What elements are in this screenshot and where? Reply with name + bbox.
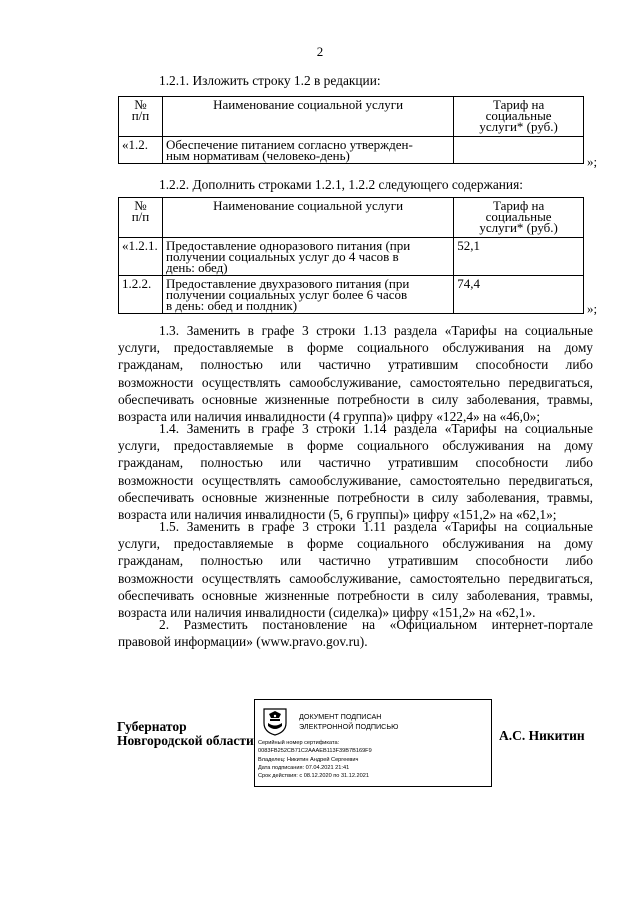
paragraph-line: услуги, предоставляемые в форме социального обслуживания на дому xyxy=(118,536,593,552)
paragraph-line: 1.4. Заменить в графе 3 строки 1.14 раздела «Тарифы на социальные xyxy=(159,421,593,436)
row-tariff: 52,1 xyxy=(454,238,584,276)
row-num: «1.2.1. xyxy=(119,238,163,276)
row-name: Обеспечение питанием согласно утвержден- ным нормативам (человеко-день) xyxy=(162,137,453,164)
row-num: «1.2. xyxy=(119,137,163,164)
row-tariff xyxy=(454,137,584,164)
paragraph-line: возможности осуществлять самообслуживание, самостоятельно передвигаться, xyxy=(118,570,593,586)
stamp-details: Серийный номер сертификата: 0083FB252CB71C2AAAEB113F39B7B169F9 Владелец: Никитин Андрей Сергеевич Дата подписания: 07.04.2021 21:41 Срок действия: с 08.12.2020 по 31.12.2021 xyxy=(258,740,372,780)
paragraph-line: возможности осуществлять самообслуживание, самостоятельно передвигаться, xyxy=(118,472,593,488)
paragraph-2 xyxy=(118,616,593,650)
paragraph-line: гражданам, полностью или частично утратившим способности либо xyxy=(118,455,593,471)
page-number: 2 xyxy=(316,44,324,59)
col-num-header: № п/п xyxy=(119,97,163,137)
paragraph-1-4 xyxy=(118,420,593,523)
electronic-signature-stamp xyxy=(254,699,492,787)
paragraph-line: возраста или наличия инвалидности (сиделка)» цифру «151,2» на «62,1». xyxy=(118,605,536,621)
paragraph-line: 1.3. Заменить в графе 3 строки 1.13 раздела «Тарифы на социальные xyxy=(159,323,593,338)
table-row xyxy=(119,238,584,276)
table-row xyxy=(119,276,584,314)
paragraph-line: услуги, предоставляемые в форме социального обслуживания на дому xyxy=(118,438,593,454)
row-name: Предоставление одноразового питания (при получении социальных услуг до 4 часов в день: обед) xyxy=(162,238,453,276)
table-121-tail: »; xyxy=(587,154,598,169)
table-122 xyxy=(118,197,584,314)
paragraph-line: возраста или наличия инвалидности (4 группа)» цифру «122,4» на «46,0»; xyxy=(118,409,541,425)
section-121-heading: 1.2.1. Изложить строку 1.2 в редакции: xyxy=(159,73,381,88)
paragraph-line: гражданам, полностью или частично утратившим способности либо xyxy=(118,553,593,569)
paragraph-line: 1.5. Заменить в графе 3 строки 1.11 раздела «Тарифы на социальные xyxy=(159,519,593,534)
row-num: 1.2.2. xyxy=(119,276,163,314)
signatory-name: А.С. Никитин xyxy=(499,728,585,743)
signatory-position: Губернатор Новгородской области xyxy=(117,719,254,748)
table-121 xyxy=(118,96,584,164)
stamp-title: ДОКУМЕНТ ПОДПИСАН ЭЛЕКТРОННОЙ ПОДПИСЬЮ xyxy=(299,712,399,731)
paragraph-1-5 xyxy=(118,518,593,621)
paragraph-1-3 xyxy=(118,322,593,425)
table-122-tail: »; xyxy=(587,301,598,316)
paragraph-line: обеспечивать основные жизненные потребности в силу заболевания, травмы, xyxy=(118,587,593,603)
paragraph-line: правовой информации» (www.pravo.gov.ru). xyxy=(118,634,368,650)
col-name-header: Наименование социальной услуги xyxy=(162,97,453,137)
col-name-header: Наименование социальной услуги xyxy=(162,198,453,238)
coat-of-arms-icon xyxy=(261,706,289,736)
row-name: Предоставление двухразового питания (при получении социальных услуг более 6 часов в день: обед и полдник) xyxy=(162,276,453,314)
col-num-header: № п/п xyxy=(119,198,163,238)
section-122-heading: 1.2.2. Дополнить строками 1.2.1, 1.2.2 следующего содержания: xyxy=(159,177,523,192)
table-row xyxy=(119,137,584,164)
paragraph-line: возраста или наличия инвалидности (5, 6 группы)» цифру «151,2» на «62,1»; xyxy=(118,507,557,523)
paragraph-line: возможности осуществлять самообслуживание, самостоятельно передвигаться, xyxy=(118,374,593,390)
paragraph-line: 2. Разместить постановление на «Официальном интернет-портале xyxy=(159,617,593,632)
paragraph-line: услуги, предоставляемые в форме социального обслуживания на дому xyxy=(118,340,593,356)
col-tariff-header: Тариф на социальные услуги* (руб.) xyxy=(454,198,584,238)
row-tariff: 74,4 xyxy=(454,276,584,314)
paragraph-line: обеспечивать основные жизненные потребности в силу заболевания, травмы, xyxy=(118,489,593,505)
paragraph-line: гражданам, полностью или частично утратившим способности либо xyxy=(118,357,593,373)
paragraph-line: обеспечивать основные жизненные потребности в силу заболевания, травмы, xyxy=(118,391,593,407)
col-tariff-header: Тариф на социальные услуги* (руб.) xyxy=(454,97,584,137)
